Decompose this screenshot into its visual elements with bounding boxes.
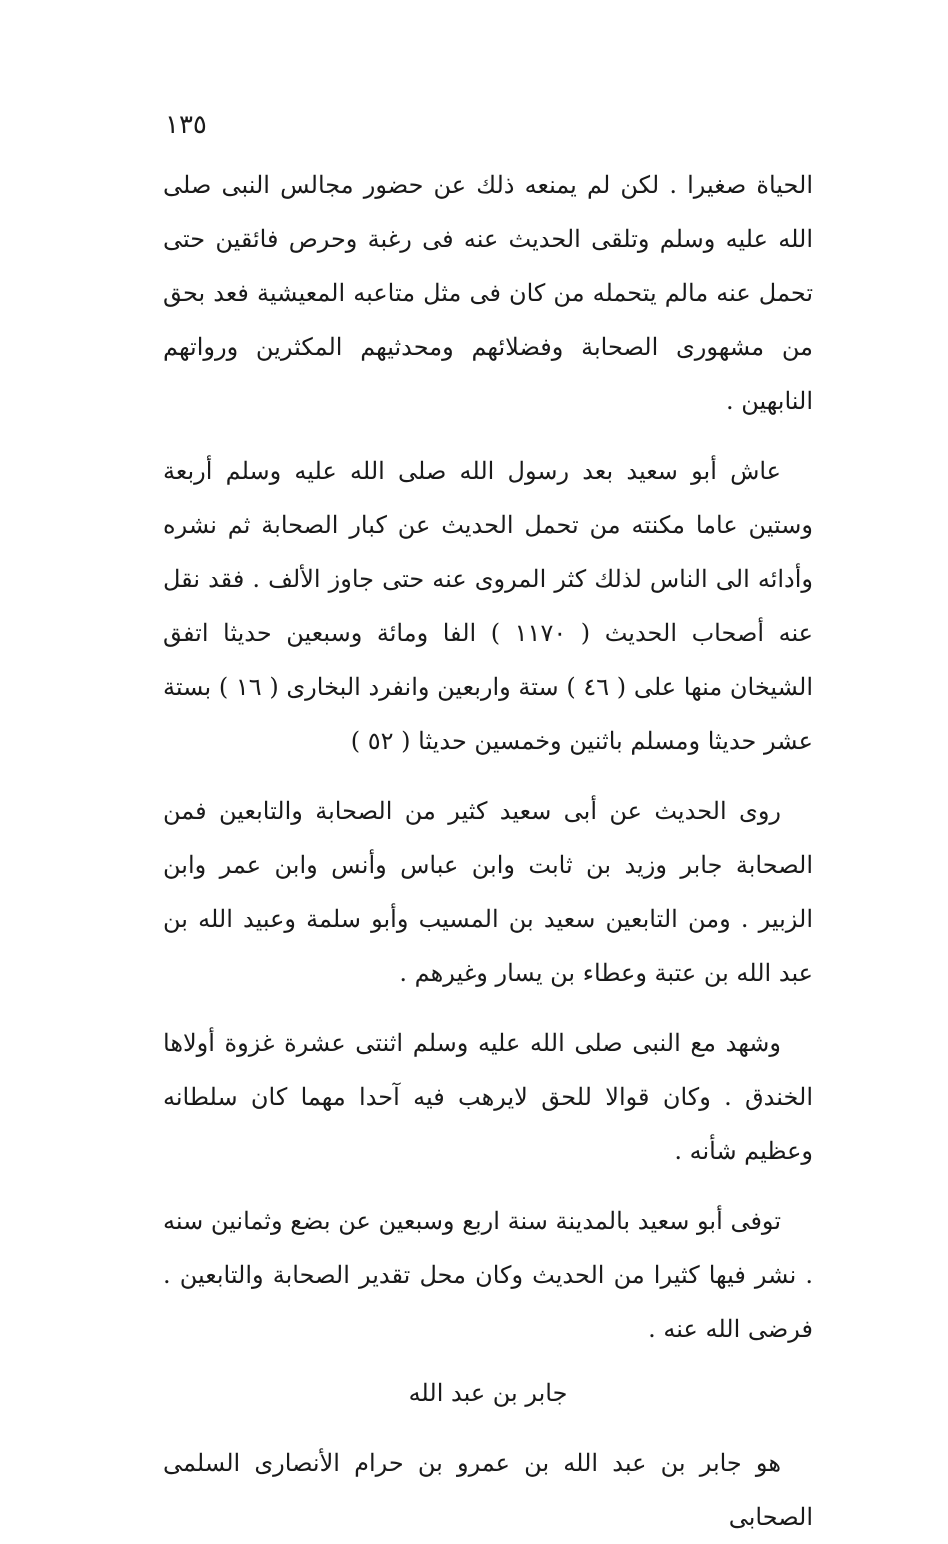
paragraph-3: روى الحديث عن أبى سعيد كثير من الصحابة والتابعين فمن الصحابة جابر وزيد بن ثابت وابن عباس وأنس وابن عمر وابن الزبير . ومن التابعين سعيد بن المسيب وأبو سلمة وعبيد الله بن عبد الله بن عتبة وعطاء بن يسار وغيرهم . bbox=[163, 797, 813, 987]
page-body bbox=[163, 158, 813, 1544]
paragraph-2: عاش أبو سعيد بعد رسول الله صلى الله عليه وسلم أربعة وستين عاما مكنته من تحمل الحديث عن كبار الصحابة ثم نشره وأدائه الى الناس لذلك كثر المروى عنه حتى جاوز الألف . فقد نقل عنه أصحاب الحديث ( ١١٧٠ ) الفا ومائة وسبعين حديثا اتفق الشيخان منها على ( ٤٦ ) ستة واربعين وانفرد البخارى ( ١٦ ) بستة عشر حديثا ومسلم باثنين وخمسين حديثا ( ٥٢ ) bbox=[163, 457, 814, 755]
paragraph-4: وشهد مع النبى صلى الله عليه وسلم اثنتى عشرة غزوة أولاها الخندق . وكان قوالا للحق لايرهب فيه آحدا مهما كان سلطانه وعظيم شأنه . bbox=[163, 1029, 813, 1165]
page-number: ١٣٥ bbox=[165, 110, 207, 140]
paragraph-1: الحياة صغيرا . لكن لم يمنعه ذلك عن حضور مجالس النبى صلى الله عليه وسلم وتلقى الحديث عنه فى رغبة وحرص فائقين حتى تحمل عنه مالم يتحمله من كان فى مثل متاعبه المعيشية فعد بحق من مشهورى الصحابة وفضلائهم ومحدثيهم المكثرين ورواتهم النابهين . bbox=[163, 171, 813, 415]
section-heading: جابر بن عبد الله bbox=[408, 1379, 568, 1407]
section-opening-paragraph: هو جابر بن عبد الله بن عمرو بن حرام الأنصارى السلمى الصحابى bbox=[163, 1449, 813, 1531]
paragraph-5: توفى أبو سعيد بالمدينة سنة اربع وسبعين عن بضع وثمانين سنه . نشر فيها كثيرا من الحديث وكان محل تقدير الصحابة والتابعين . فرضى الله عنه . bbox=[163, 1207, 813, 1343]
